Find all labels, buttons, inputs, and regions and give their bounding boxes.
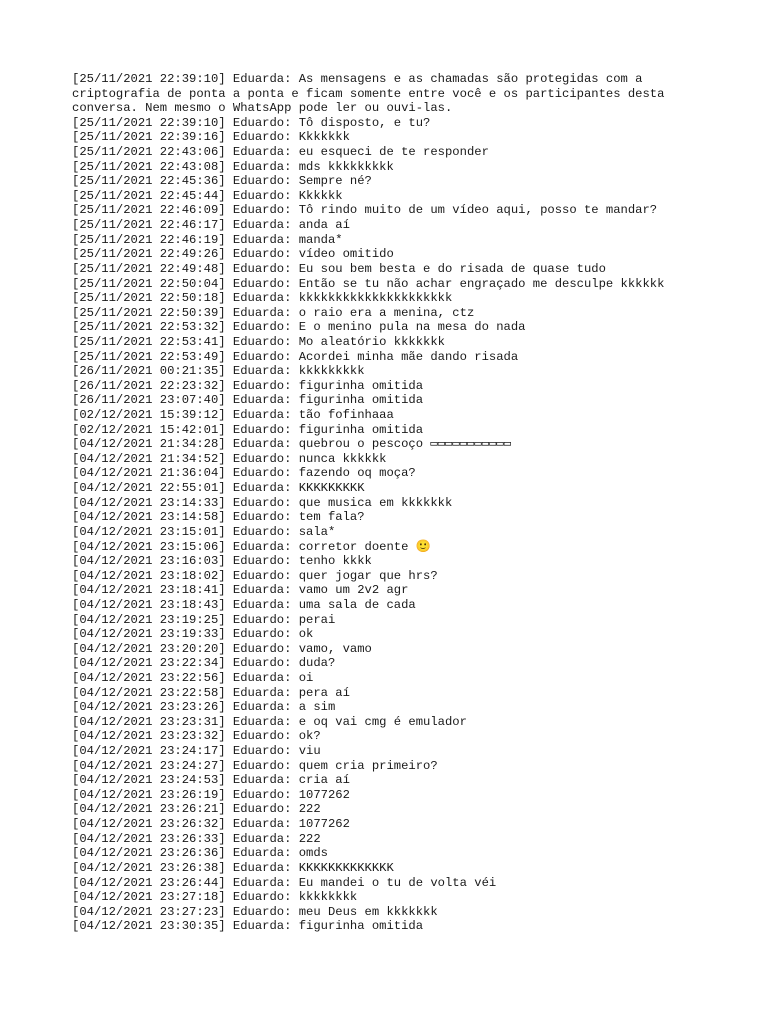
transcript-line: [04/12/2021 23:27:23] Eduardo: meu Deus em kkkkkkk	[72, 904, 438, 919]
transcript-line: [25/11/2021 22:53:32] Eduardo: E o menino pula na mesa do nada	[72, 320, 526, 335]
transcript-line: [04/12/2021 23:18:43] Eduarda: uma sala de cada	[72, 597, 416, 612]
transcript-line: [04/12/2021 23:26:36] Eduarda: omds	[72, 846, 328, 861]
transcript-line: [04/12/2021 23:22:58] Eduarda: pera aí	[72, 685, 350, 700]
transcript-line: [04/12/2021 23:26:38] Eduarda: KKKKKKKKKKKKK	[72, 860, 394, 875]
transcript-line: [25/11/2021 22:43:06] Eduarda: eu esqueci de te responder	[72, 145, 489, 160]
transcript-line: [25/11/2021 22:45:36] Eduardo: Sempre né?	[72, 174, 372, 189]
transcript-line: [04/12/2021 21:36:04] Eduardo: fazendo oq moça?	[72, 466, 416, 481]
transcript-line: [25/11/2021 22:46:09] Eduardo: Tô rindo muito de um vídeo aqui, posso te mandar?	[72, 203, 658, 218]
transcript-line: [04/12/2021 22:55:01] Eduarda: KKKKKKKKK	[72, 481, 365, 496]
transcript-line: [04/12/2021 23:26:33] Eduarda: 222	[72, 831, 321, 846]
transcript-line: [04/12/2021 23:24:53] Eduarda: cria aí	[72, 773, 350, 788]
transcript-line: [04/12/2021 23:14:33] Eduardo: que musica em kkkkkkk	[72, 495, 453, 510]
transcript-line: [25/11/2021 22:43:08] Eduarda: mds kkkkkkkkk	[72, 159, 394, 174]
transcript-line: [04/12/2021 23:18:02] Eduardo: quer jogar que hrs?	[72, 568, 438, 583]
transcript-line: [25/11/2021 22:49:26] Eduardo: vídeo omitido	[72, 247, 394, 262]
transcript-line: [25/11/2021 22:45:44] Eduardo: Kkkkkk	[72, 188, 343, 203]
transcript-line: [04/12/2021 23:23:32] Eduardo: ok?	[72, 729, 321, 744]
transcript-line: [04/12/2021 23:15:01] Eduardo: sala*	[72, 524, 336, 539]
transcript-line: [04/12/2021 23:19:33] Eduardo: ok	[72, 627, 314, 642]
transcript-line: [25/11/2021 22:50:04] Eduardo: Então se tu não achar engraçado me desculpe kkkkkk	[72, 276, 665, 291]
transcript-line: [04/12/2021 23:24:17] Eduardo: viu	[72, 744, 321, 759]
transcript-line: [04/12/2021 23:26:21] Eduardo: 222	[72, 802, 321, 817]
transcript-line: [26/11/2021 00:21:35] Eduarda: kkkkkkkkk	[72, 364, 365, 379]
transcript-line: [25/11/2021 22:49:48] Eduardo: Eu sou bem besta e do risada de quase tudo	[72, 261, 606, 276]
transcript-line: [25/11/2021 22:46:19] Eduarda: manda*	[72, 232, 343, 247]
transcript-line: [04/12/2021 23:14:58] Eduardo: tem fala?	[72, 510, 365, 525]
transcript-line: [02/12/2021 15:39:12] Eduarda: tão fofinhaaa	[72, 408, 394, 423]
transcript-line: [04/12/2021 23:16:03] Eduardo: tenho kkkk	[72, 554, 372, 569]
transcript-line: [04/12/2021 23:24:27] Eduardo: quem cria primeiro?	[72, 758, 438, 773]
transcript-line: [25/11/2021 22:53:41] Eduardo: Mo aleatório kkkkkkk	[72, 334, 445, 349]
transcript-line: [25/11/2021 22:50:18] Eduarda: kkkkkkkkkkkkkkkkkkkkk	[72, 291, 453, 306]
transcript-line: [04/12/2021 23:23:31] Eduarda: e oq vai cmg é emulador	[72, 714, 467, 729]
transcript-line: [04/12/2021 23:20:20] Eduardo: vamo, vamo	[72, 641, 372, 656]
transcript-line: conversa. Nem mesmo o WhatsApp pode ler ou ouvi-las.	[72, 101, 453, 116]
transcript-line: [04/12/2021 23:18:41] Eduarda: vamo um 2v2 agr	[72, 583, 409, 598]
transcript-line: [04/12/2021 21:34:52] Eduardo: nunca kkkkkk	[72, 451, 387, 466]
transcript-line: [04/12/2021 23:30:35] Eduarda: figurinha omitida	[72, 919, 424, 934]
transcript-line: [04/12/2021 23:22:56] Eduarda: oi	[72, 670, 314, 685]
transcript-line: [04/12/2021 23:22:34] Eduardo: duda?	[72, 656, 336, 671]
transcript-line: [02/12/2021 15:42:01] Eduardo: figurinha omitida	[72, 422, 424, 437]
transcript-line: [25/11/2021 22:39:16] Eduardo: Kkkkkkk	[72, 130, 350, 145]
transcript-line: [25/11/2021 22:53:49] Eduardo: Acordei minha mãe dando risada	[72, 349, 519, 364]
transcript-line: [04/12/2021 23:15:06] Eduarda: corretor doente 🙂	[72, 539, 431, 554]
transcript-line: [04/12/2021 23:27:18] Eduardo: kkkkkkkk	[72, 890, 358, 905]
transcript-line: criptografia de ponta a ponta e ficam somente entre você e os participantes desta	[72, 86, 665, 101]
transcript-line: [04/12/2021 21:34:28] Eduarda: quebrou o pescoço ▭▭▭▭▭▭▭▭▭▭▭	[72, 437, 512, 452]
transcript-line: [04/12/2021 23:26:44] Eduarda: Eu mandei o tu de volta véi	[72, 875, 497, 890]
transcript-line: [26/11/2021 23:07:40] Eduarda: figurinha omitida	[72, 393, 424, 408]
transcript-line: [04/12/2021 23:23:26] Eduarda: a sim	[72, 700, 336, 715]
transcript-line: [04/12/2021 23:19:25] Eduardo: perai	[72, 612, 336, 627]
transcript-line: [25/11/2021 22:39:10] Eduardo: Tô disposto, e tu?	[72, 115, 431, 130]
transcript-line: [25/11/2021 22:46:17] Eduarda: anda aí	[72, 218, 350, 233]
transcript-line: [26/11/2021 22:23:32] Eduardo: figurinha omitida	[72, 378, 424, 393]
chat-transcript	[72, 72, 712, 934]
transcript-line: [04/12/2021 23:26:32] Eduarda: 1077262	[72, 817, 350, 832]
transcript-line: [25/11/2021 22:39:10] Eduarda: As mensagens e as chamadas são protegidas com a	[72, 72, 643, 86]
transcript-line: [04/12/2021 23:26:19] Eduardo: 1077262	[72, 787, 350, 802]
transcript-line: [25/11/2021 22:50:39] Eduarda: o raio era a menina, ctz	[72, 305, 475, 320]
